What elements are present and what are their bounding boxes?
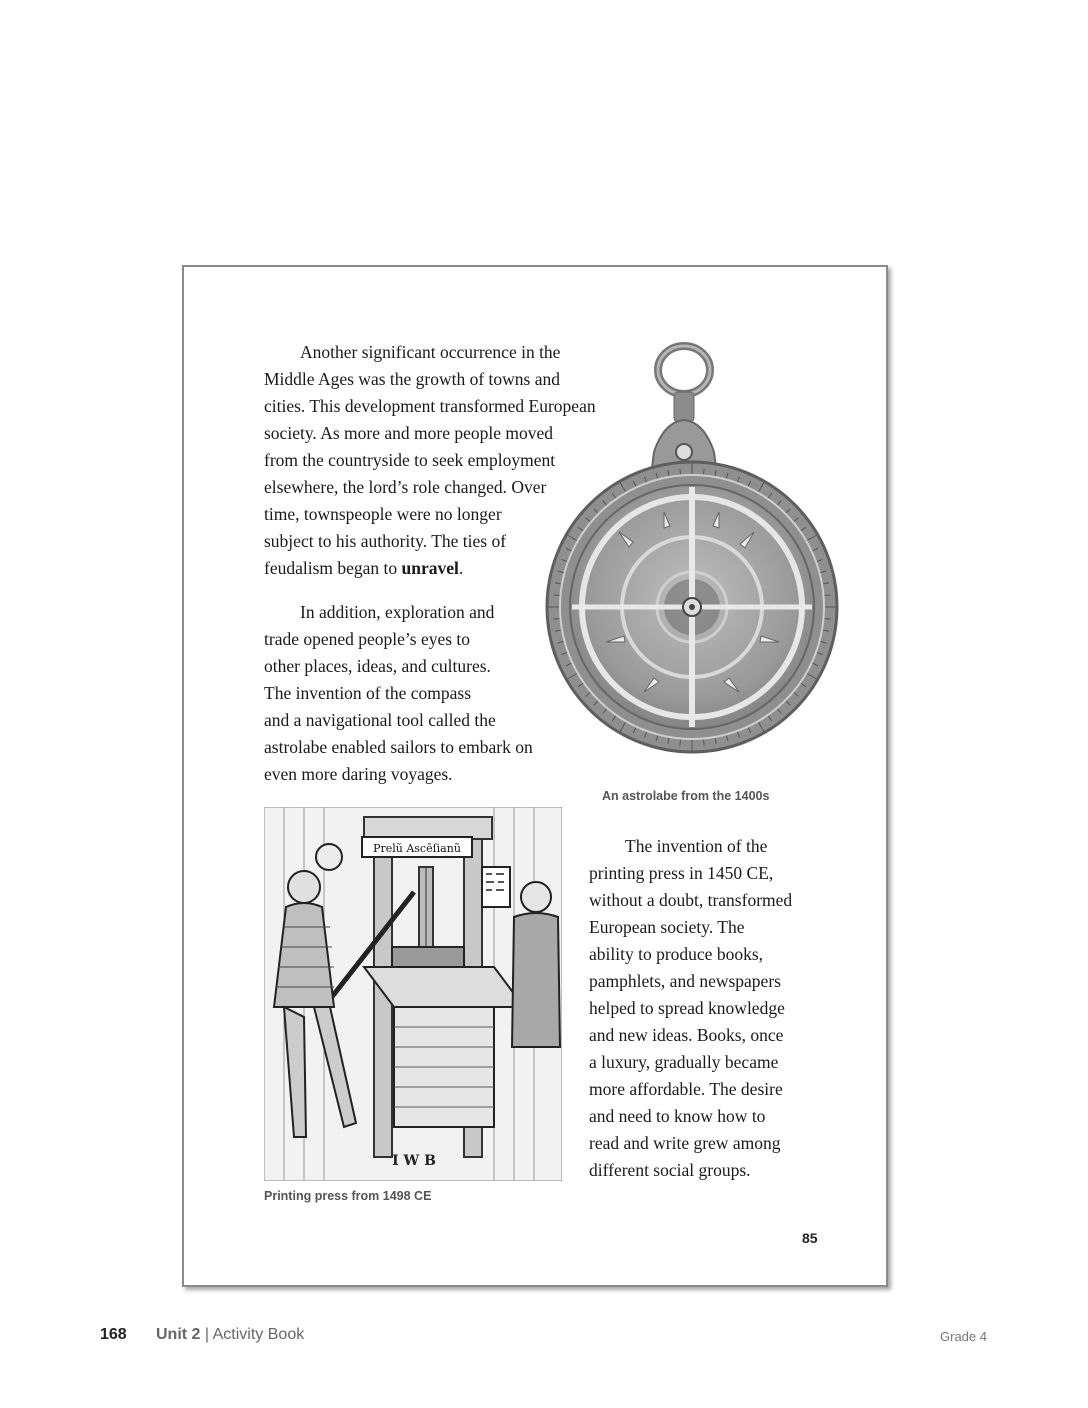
text-line: subject to his authority. The ties of xyxy=(264,531,507,551)
footer-unit: Unit 2 xyxy=(156,1326,201,1343)
astrolabe-tick xyxy=(680,469,681,475)
astrolabe-caption: An astrolabe from the 1400s xyxy=(602,789,770,803)
text-line: helped to spread knowledge xyxy=(589,998,785,1018)
astrolabe-tick xyxy=(704,469,705,475)
text-line: other places, ideas, and cultures. xyxy=(264,656,491,676)
astrolabe-tick xyxy=(824,619,830,620)
text-line: trade opened people’s eyes to xyxy=(264,629,471,649)
footer-grade: Grade 4 xyxy=(940,1329,987,1344)
paragraph-printing-press xyxy=(589,833,792,1184)
text-line: cities. This development transformed European xyxy=(264,396,596,416)
astrolabe-image xyxy=(544,342,840,782)
text-line: and a navigational tool called the xyxy=(264,710,496,730)
text-fragment: . xyxy=(458,558,464,578)
astrolabe-tick xyxy=(680,739,681,745)
text-line: Middle Ages was the growth of towns and xyxy=(264,369,561,389)
inner-page-number: 85 xyxy=(802,1230,818,1246)
paragraph-exploration xyxy=(264,599,533,788)
press-monogram: I W B xyxy=(392,1153,436,1169)
text-fragment: feudalism began to xyxy=(264,558,402,578)
text-line: ability to produce books, xyxy=(589,944,764,964)
text-line: without a doubt, transformed xyxy=(589,890,793,910)
astrolabe-tick xyxy=(824,595,830,596)
footer-page-number: 168 xyxy=(100,1326,127,1343)
printing-press-caption: Printing press from 1498 CE xyxy=(264,1189,432,1203)
text-line: time, townspeople were no longer xyxy=(264,504,502,524)
text-line: The invention of the compass xyxy=(264,683,472,703)
textbook-page xyxy=(182,265,888,1287)
text-line: different social groups. xyxy=(589,1160,751,1180)
text-line: read and write grew among xyxy=(589,1133,781,1153)
astrolabe-tick xyxy=(554,595,560,596)
text-line: even more daring voyages. xyxy=(264,764,453,784)
vocabulary-word-unravel: unravel xyxy=(401,558,459,578)
text-line: printing press in 1450 CE, xyxy=(589,863,774,883)
text-line: from the countryside to seek employment xyxy=(264,450,556,470)
text-line: elsewhere, the lord’s role changed. Over xyxy=(264,477,547,497)
printing-press-image xyxy=(264,807,562,1181)
text-line: In addition, exploration and xyxy=(300,602,495,622)
text-line: astrolabe enabled sailors to embark on xyxy=(264,737,533,757)
press-sign-text: Prelũ Ascēſianũ xyxy=(373,842,461,855)
text-line: pamphlets, and newspapers xyxy=(589,971,781,991)
text-line: and need to know how to xyxy=(589,1106,766,1126)
text-line: Another significant occurrence in the xyxy=(300,342,561,362)
text-line: and new ideas. Books, once xyxy=(589,1025,784,1045)
astrolabe-tick xyxy=(704,739,705,745)
text-line: European society. The xyxy=(589,917,745,937)
text-line: The invention of the xyxy=(625,836,768,856)
footer-book: Activity Book xyxy=(212,1326,305,1343)
text-line: more affordable. The desire xyxy=(589,1079,783,1099)
footer-unit-label xyxy=(156,1326,304,1344)
text-line: a luxury, gradually became xyxy=(589,1052,779,1072)
footer-separator: | xyxy=(200,1326,213,1343)
text-line: society. As more and more people moved xyxy=(264,423,553,443)
astrolabe-tick xyxy=(554,619,560,620)
